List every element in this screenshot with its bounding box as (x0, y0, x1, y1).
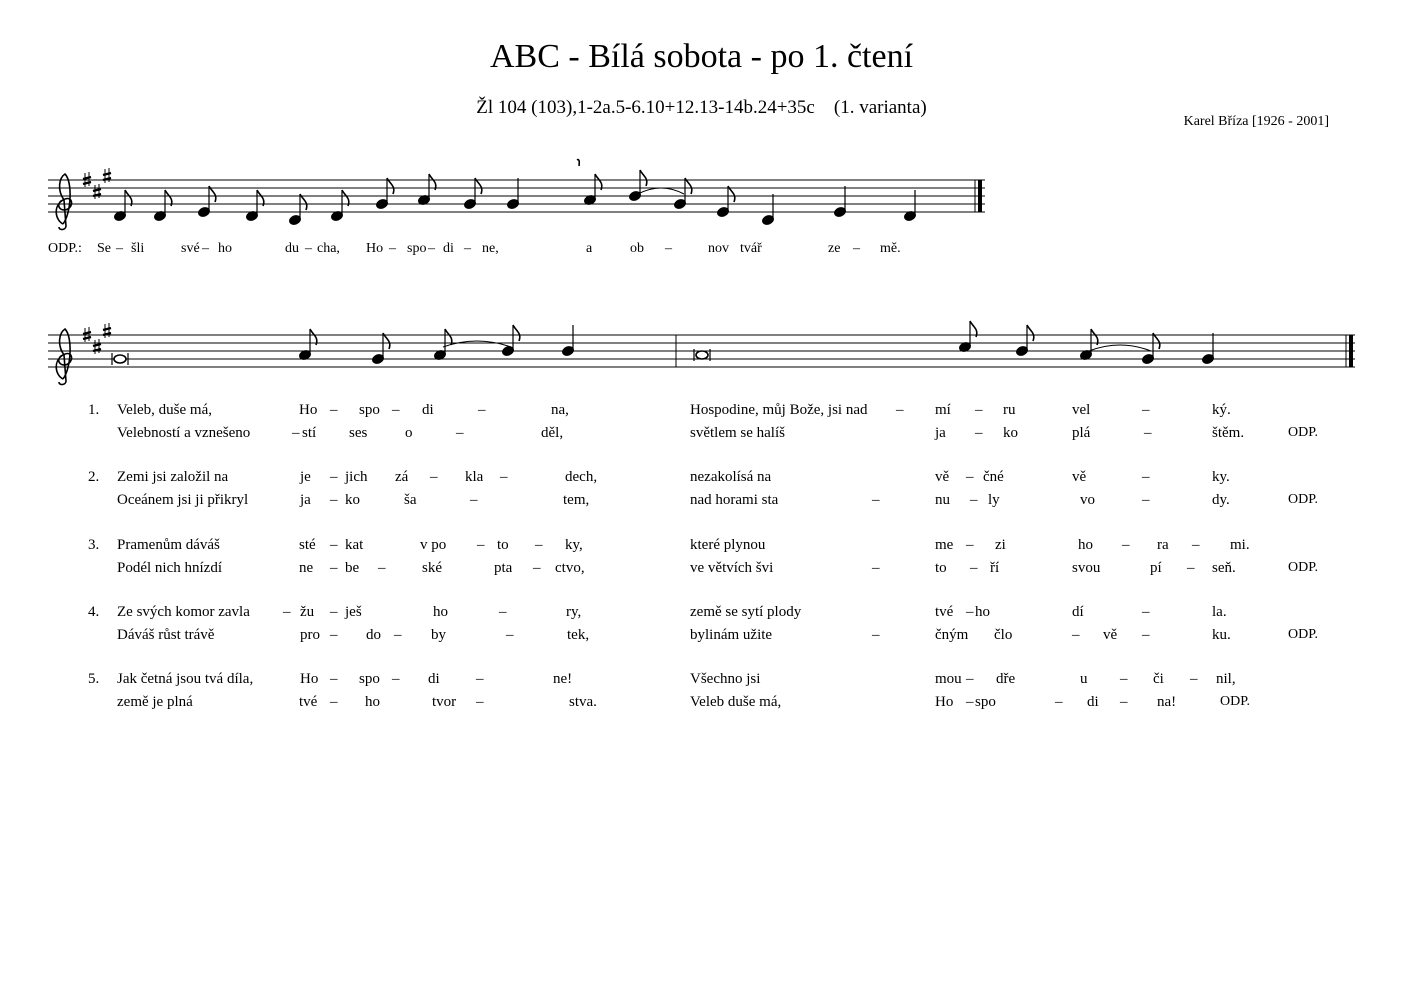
verse-syllable: seň. (1212, 560, 1236, 576)
verse-syllable: ly (988, 492, 1000, 508)
refrain-syllable: – (665, 241, 672, 256)
verse-syllable: – (1187, 560, 1195, 576)
verse-syllable: – (975, 425, 983, 441)
verse-syllable: – (330, 402, 338, 418)
verse-syllable: to (497, 537, 509, 553)
verse-syllable: mou (935, 671, 962, 687)
verse-syllable: ské (422, 560, 442, 576)
verse-syllable: – (975, 402, 983, 418)
sharp-sign (103, 328, 111, 330)
verse-syllable: ho (433, 604, 448, 620)
verse-syllable: Ho (300, 671, 319, 687)
refrain-syllable: a (586, 241, 593, 256)
verse-number: 5. (88, 671, 100, 687)
refrain-label: ODP.: (48, 241, 82, 256)
refrain-syllable: ob (630, 241, 644, 256)
verse-staff (48, 321, 1355, 385)
verse-syllable: – (477, 537, 485, 553)
verse-syllable: Zemi jsi založil na (117, 469, 229, 485)
verse-syllable: Podél nich hnízdí (117, 560, 222, 576)
verse-syllable: – (966, 604, 974, 620)
refrain-syllable: nov (708, 241, 729, 256)
verse-syllable: svou (1072, 560, 1101, 576)
verse-syllable: – (330, 492, 338, 508)
verse-syllable: – (330, 560, 338, 576)
verse-syllable: ne (299, 560, 314, 576)
refrain-syllable: Ho (366, 241, 384, 256)
verse-syllable: – (330, 671, 338, 687)
verse-syllable: to (935, 560, 947, 576)
verse-syllable: – (970, 492, 978, 508)
verse-syllable: – (535, 537, 543, 553)
verse-syllable: – (506, 627, 514, 643)
verse-syllable: dech, (565, 469, 598, 485)
refrain-syllable: – (202, 241, 209, 256)
verse-syllable: ho (975, 604, 990, 620)
verse-syllable: – (872, 492, 880, 508)
verse-syllable: ne! (553, 671, 573, 687)
verse-syllable: – (1144, 425, 1152, 441)
verse-syllable: – (966, 537, 974, 553)
refrain-syllable: šli (131, 241, 145, 256)
verse-syllable: bylinám užite (690, 627, 773, 643)
verse-syllable: by (431, 627, 446, 643)
verse-syllable: – (476, 694, 484, 710)
verse-syllable: – (394, 627, 402, 643)
slur (1089, 345, 1151, 351)
breath-mark (577, 160, 579, 166)
verse-syllable: Ho (935, 694, 954, 710)
verse-syllable: vo (1080, 492, 1095, 508)
refrain-staff (48, 160, 985, 230)
refrain-syllable: – (853, 241, 860, 256)
verse-syllable: nu (935, 492, 950, 508)
verse-syllable: tek, (567, 627, 590, 643)
verse-syllable: be (345, 560, 360, 576)
verse-number: 3. (88, 537, 100, 553)
refrain-syllable: – (389, 241, 396, 256)
refrain-syllable: cha, (317, 241, 340, 256)
verse-syllable: di (422, 402, 434, 418)
verse-syllable: štěm. (1212, 425, 1245, 441)
verse-syllable: – (1142, 492, 1150, 508)
verse-syllable: – (499, 604, 507, 620)
verse-syllable: pí (1150, 560, 1162, 576)
refrain-syllable: tvář (740, 241, 762, 256)
verse-syllable: mi. (1230, 537, 1250, 553)
refrain-syllable: di (443, 241, 454, 256)
verse-syllable: ký. (1212, 402, 1231, 418)
verse-syllable: – (1142, 627, 1150, 643)
verse-syllable: – (500, 469, 508, 485)
verse-syllable: spo (359, 671, 380, 687)
verse-syllable: – (1142, 469, 1150, 485)
verse-syllable: – (292, 425, 300, 441)
verse-syllable: čné (983, 469, 1004, 485)
verse-syllable: nil, (1216, 671, 1236, 687)
verse-syllable: – (392, 402, 400, 418)
verse-syllable: Veleb duše má, (690, 694, 782, 710)
verse-syllable: – (896, 402, 904, 418)
verse-syllable: me (935, 537, 954, 553)
verse-number: 1. (88, 402, 100, 418)
refrain-syllable: ho (218, 241, 232, 256)
verse-syllable: ja (935, 425, 946, 441)
verse-syllable: Ho (299, 402, 318, 418)
verse-syllable: pta (494, 560, 513, 576)
sharp-sign (83, 182, 91, 184)
verse-syllable: je (300, 469, 311, 485)
verse-syllable: ko (345, 492, 360, 508)
verse-syllable: sté (299, 537, 316, 553)
verse-syllable: země je plná (117, 694, 193, 710)
verse-syllable: ješ (345, 604, 362, 620)
note-flag (640, 170, 647, 186)
verse-syllable: zá (395, 469, 409, 485)
verse-syllable: do (366, 627, 381, 643)
verse-syllable: na, (551, 402, 569, 418)
verse-syllable: Hospodine, můj Bože, jsi nad (690, 402, 868, 418)
verse-syllable: vě (1103, 627, 1118, 643)
refrain-syllable: du (285, 241, 299, 256)
verse-syllable: – (456, 425, 464, 441)
verse-syllable: Oceánem jsi ji přikryl (117, 492, 249, 508)
verse-syllable: – (533, 560, 541, 576)
verse-syllable: vě (935, 469, 950, 485)
composer: Karel Bříza [1926 - 2001] (1183, 114, 1329, 129)
note-flag (1027, 325, 1034, 341)
verse-syllable: plá (1072, 425, 1091, 441)
verse-number: 2. (88, 469, 100, 485)
verse-syllable: – (1142, 402, 1150, 418)
verse-syllable: – (330, 627, 338, 643)
verse-syllable: Jak četná jsou tvá díla, (117, 671, 254, 687)
refrain-syllable: ze (828, 241, 841, 256)
refrain-cue: ODP. (1288, 425, 1318, 440)
verse-syllable: či (1153, 671, 1164, 687)
verse-syllable: kla (465, 469, 484, 485)
verse-syllable: tem, (563, 492, 590, 508)
verse-syllable: tvé (935, 604, 954, 620)
verse-syllable: vě (1072, 469, 1087, 485)
verse-syllable: – (478, 402, 486, 418)
note-flag (513, 325, 520, 341)
breve-note (114, 355, 126, 363)
verse-syllable: nad horami sta (690, 492, 779, 508)
verse-syllable: člo (994, 627, 1013, 643)
verse-syllable: Ze svých komor zavla (117, 604, 250, 620)
refrain-cue: ODP. (1288, 560, 1318, 575)
verse-syllable: ša (404, 492, 417, 508)
page-title: ABC - Bílá sobota - po 1. čtení (489, 38, 914, 75)
refrain-syllable: spo (407, 241, 427, 256)
verse-syllable: tvé (299, 694, 318, 710)
refrain-syllable: mě. (880, 241, 901, 256)
refrain-cue: ODP. (1220, 694, 1250, 709)
verse-syllable: žu (300, 604, 315, 620)
sharp-sign (83, 337, 91, 339)
verse-syllable: nezakolísá na (690, 469, 772, 485)
verse-syllable: spo (359, 402, 380, 418)
verse-syllable: ku. (1212, 627, 1231, 643)
verse-syllable: – (1192, 537, 1200, 553)
verse-syllable: v po (420, 537, 447, 553)
verse-syllable: jich (345, 469, 368, 485)
verse-syllable: které plynou (690, 537, 766, 553)
verse-syllable: ky, (565, 537, 583, 553)
refrain-syllable: – (305, 241, 312, 256)
verse-syllable: – (1122, 537, 1130, 553)
verse-syllable: země se sytí plody (690, 604, 802, 620)
verse-syllable: – (430, 469, 438, 485)
refrain-cue: ODP. (1288, 627, 1318, 642)
verse-syllable: – (470, 492, 478, 508)
refrain-syllable: – (428, 241, 435, 256)
slur (443, 341, 511, 347)
verse-syllable: o (405, 425, 413, 441)
verse-syllable: spo (975, 694, 996, 710)
verse-syllable: – (970, 560, 978, 576)
verse-syllable: ve větvích švi (690, 560, 774, 576)
verse-syllable: Veleb, duše má, (117, 402, 212, 418)
verse-syllable: ctvo, (555, 560, 585, 576)
verse-syllable: ko (1003, 425, 1018, 441)
verse-syllable: di (428, 671, 440, 687)
psalm-reference: Žl 104 (103),1-2a.5-6.10+12.13-14b.24+35c (1. varianta) (476, 97, 927, 118)
refrain-syllable: – (464, 241, 471, 256)
verse-syllable: vel (1072, 402, 1091, 418)
verse-syllable: ra (1157, 537, 1169, 553)
sharp-sign (103, 173, 111, 175)
verse-syllable: – (1142, 604, 1150, 620)
verse-syllable: ho (365, 694, 380, 710)
verse-syllable: – (1120, 671, 1128, 687)
verse-syllable: čným (935, 627, 969, 643)
verse-syllable: – (378, 560, 386, 576)
verse-syllable: – (966, 469, 974, 485)
sharp-sign (93, 344, 101, 346)
treble-clef (56, 329, 71, 385)
verse-syllable: – (1055, 694, 1063, 710)
verse-syllable: – (392, 671, 400, 687)
verse-syllable: dy. (1212, 492, 1230, 508)
verse-syllable: – (330, 537, 338, 553)
verse-syllable: Dáváš růst trávě (117, 627, 215, 643)
sharp-sign (93, 189, 101, 191)
verse-syllable: – (966, 671, 974, 687)
verse-syllable: di (1087, 694, 1099, 710)
verse-syllable: ry, (566, 604, 582, 620)
verse-syllable: ses (349, 425, 368, 441)
verse-syllable: – (872, 627, 880, 643)
verse-syllable: – (966, 694, 974, 710)
verse-syllable: děl, (541, 425, 564, 441)
refrain-syllable: ne, (482, 241, 499, 256)
refrain-syllable: – (116, 241, 123, 256)
verse-syllable: ru (1003, 402, 1016, 418)
verse-syllable: světlem se halíš (690, 425, 785, 441)
verse-syllable: – (1120, 694, 1128, 710)
verse-syllable: ří (990, 560, 1000, 576)
verse-syllable: la. (1212, 604, 1227, 620)
refrain-cue: ODP. (1288, 492, 1318, 507)
verse-syllable: tvor (432, 694, 457, 710)
verse-syllable: Pramenům dáváš (117, 537, 220, 553)
verse-syllable: mí (935, 402, 951, 418)
verse-syllable: na! (1157, 694, 1177, 710)
sharp-sign (83, 332, 91, 334)
refrain-syllable: Se (97, 241, 111, 256)
verse-syllable: – (872, 560, 880, 576)
verse-syllable: – (283, 604, 291, 620)
verse-syllable: – (330, 604, 338, 620)
verse-syllable: – (476, 671, 484, 687)
verse-syllable: u (1080, 671, 1088, 687)
verse-syllable: ho (1078, 537, 1093, 553)
verse-syllable: ja (300, 492, 311, 508)
verse-syllable: zi (995, 537, 1006, 553)
verse-syllable: stva. (569, 694, 597, 710)
treble-clef (56, 174, 71, 230)
verse-syllable: kat (345, 537, 364, 553)
sharp-sign (83, 177, 91, 179)
slur (638, 188, 684, 194)
verse-syllable: pro (300, 627, 320, 643)
verse-syllable: – (1072, 627, 1080, 643)
verse-syllable: Velebností a vznešeno (117, 425, 251, 441)
verse-syllable: stí (302, 425, 317, 441)
verse-syllable: Všechno jsi (690, 671, 761, 687)
refrain-syllable: své (181, 241, 200, 256)
breve-note (696, 351, 708, 359)
verse-syllable: ky. (1212, 469, 1230, 485)
verse-syllable: dí (1072, 604, 1084, 620)
verse-syllable: – (330, 469, 338, 485)
verse-syllable: – (330, 694, 338, 710)
verse-syllable: dře (996, 671, 1016, 687)
verse-number: 4. (88, 604, 100, 620)
verse-syllable: – (1190, 671, 1198, 687)
